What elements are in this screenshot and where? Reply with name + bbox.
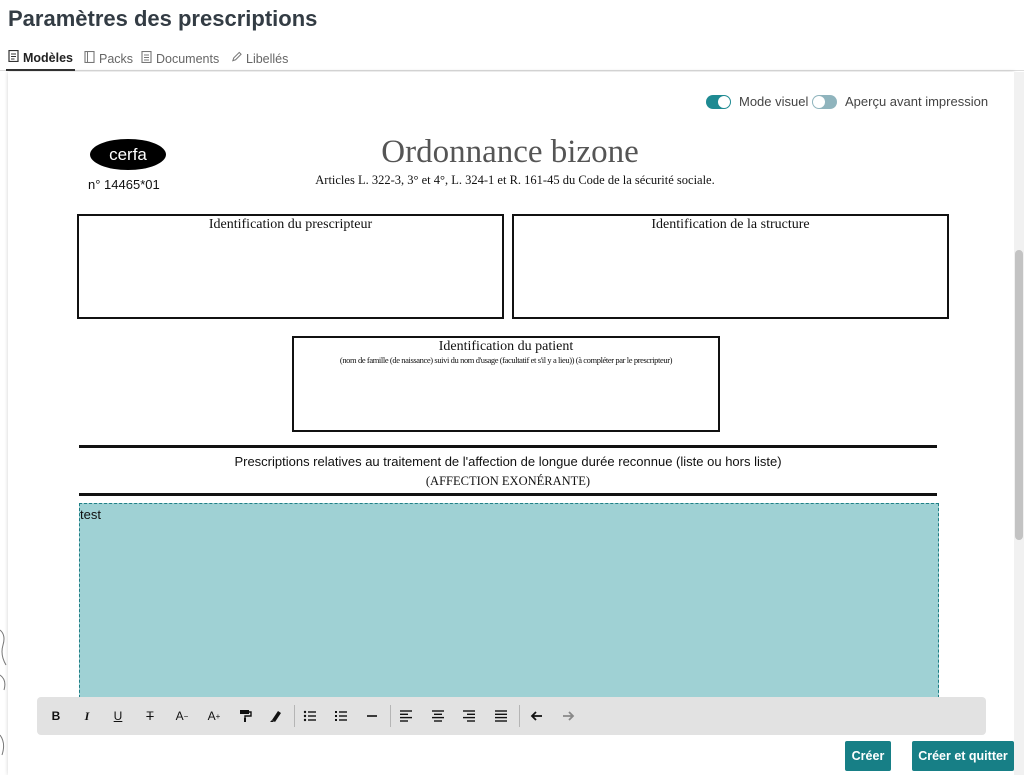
form-title: Ordonnance bizone [381,134,639,170]
create-button[interactable]: Créer [845,741,891,771]
arrow-right-icon[interactable] [558,706,578,726]
patient-box-heading: Identification du patient [438,339,574,354]
tab-label: Libellés [246,51,289,66]
list-ol-icon[interactable] [331,706,351,726]
pencil-icon [231,51,242,66]
underline-button[interactable]: U [113,709,123,723]
align-justify-icon[interactable] [491,706,511,726]
minus-icon[interactable] [362,706,382,726]
bold-button[interactable]: B [51,709,61,723]
ald-heading: Prescriptions relatives au traitement de l'affection de longue durée reconnue (liste ou hors liste) [234,454,782,469]
prescription-editor[interactable] [79,503,939,703]
font-smaller-label: A [175,709,184,723]
toggle-switch-on-icon[interactable] [706,95,731,109]
divider-top [79,445,937,448]
tab-modeles[interactable] [6,46,75,71]
tab-documents[interactable] [141,46,219,71]
patient-box[interactable] [292,336,720,432]
prescriber-box[interactable] [77,214,504,319]
document-icon [8,50,19,65]
paint-roller-icon[interactable] [235,706,255,726]
visual-mode-label: Mode visuel [739,94,809,109]
tab-packs[interactable] [84,46,133,71]
vertical-scrollbar[interactable] [1014,72,1024,775]
print-preview-toggle[interactable] [812,94,988,109]
form-subtitle: Articles L. 322-3, 3° et 4°, L. 324-1 et R. 161-45 du Code de la sécurité sociale. [315,173,715,187]
formatting-toolbar [37,697,986,735]
scrollbar-thumb[interactable] [1015,250,1023,540]
tab-libelles[interactable] [231,46,288,71]
font-larger-label: A [207,709,216,723]
align-center-icon[interactable] [428,706,448,726]
arrow-left-icon[interactable] [527,706,547,726]
ald-subheading: (AFFECTION EXONÉRANTE) [425,474,591,488]
toggle-switch-off-icon[interactable] [812,95,837,109]
font-larger-button[interactable]: A + [207,709,221,723]
font-smaller-button[interactable]: A − [175,709,189,723]
tab-label: Modèles [23,50,74,65]
visual-mode-toggle[interactable] [706,94,808,109]
marker-icon[interactable] [266,706,286,726]
list-ul-icon[interactable] [300,706,320,726]
patient-box-note: (nom de famille (de naissance) suivi du nom d'usage (facultatif et s'il y a lieu)) (à compléter par le prescripteur) [339,355,673,365]
tab-label: Packs [99,51,134,66]
structure-box[interactable] [512,214,949,319]
editor-content[interactable]: test [80,507,101,522]
page-icon [84,51,95,66]
tab-bar [0,42,1024,71]
strikethrough-button[interactable]: T [146,709,154,723]
align-left-icon[interactable] [396,706,416,726]
italic-button[interactable]: I [84,708,90,723]
page-title: Paramètres des prescriptions [8,6,318,31]
tab-label: Documents [156,51,220,66]
file-lines-icon [141,51,152,66]
align-right-icon[interactable] [459,706,479,726]
prescriber-box-heading: Identification du prescripteur [208,217,373,232]
print-preview-label: Aperçu avant impression [845,94,989,109]
toolbar-separator [294,705,295,727]
toolbar-separator [390,705,391,727]
toolbar-separator [519,705,520,727]
structure-box-heading: Identification de la structure [651,217,810,232]
create-and-quit-button[interactable]: Créer et quitter [912,741,1014,771]
divider-bottom [79,493,937,496]
cerfa-number: n° 14465*01 [88,177,160,192]
cerfa-logo: cerfa [90,139,166,170]
